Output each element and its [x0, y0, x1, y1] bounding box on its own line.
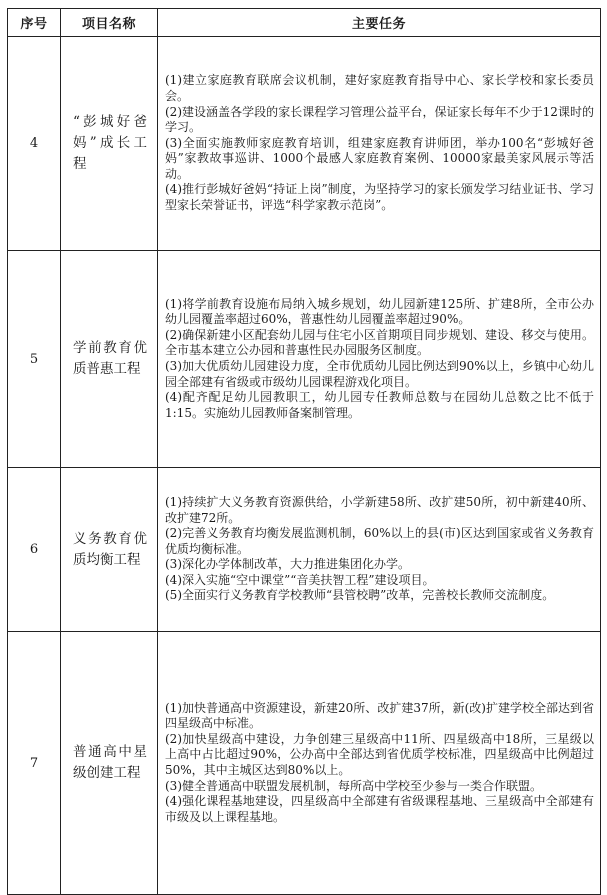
table-row [8, 632, 601, 895]
task-item: (5)全面实行义务教育学校教师“县管校聘”改革，完善校长教师交流制度。 [165, 588, 555, 603]
task-item: (1)建立家庭教育联席会议机制，建好家庭教育指导中心、家长学校和家长委员会。 [165, 73, 594, 103]
table-row [8, 251, 601, 468]
row-number: 7 [8, 632, 61, 895]
table-row [8, 37, 601, 251]
task-item: (4)配齐配足幼儿园教职工，幼儿园专任教师总数与在园幼儿总数之比不低于1:15。实施幼儿园教师备案制管理。 [165, 390, 594, 420]
row-number: 4 [8, 37, 61, 251]
task-item: (3)加大优质幼儿园建设力度，全市优质幼儿园比例达到90%以上，乡镇中心幼儿园全部建有省级或市级幼儿园课程游戏化项目。 [165, 359, 594, 389]
project-name: “彭城好爸妈”成长工程 [61, 37, 158, 251]
task-item: (1)将学前教育设施布局纳入城乡规划，幼儿园新建125所、扩建8所，全市公办幼儿园覆盖率超过60%，普惠性幼儿园覆盖率超过90%。 [165, 296, 594, 327]
task-item: (4)强化课程基地建设，四星级高中全部建有省级课程基地、三星级高中全部建有市级及以上课程基地。 [165, 794, 594, 824]
header-no: 序号 [8, 9, 61, 37]
task-item: (1)加快普通高中资源建设，新建20所、改扩建37所，新(改)扩建学校全部达到省四星级高中标准。 [165, 700, 594, 731]
table-row [8, 468, 601, 632]
task-list [158, 37, 601, 251]
row-number: 5 [8, 251, 61, 468]
row-number: 6 [8, 468, 61, 632]
task-item: (2)确保新建小区配套幼儿园与住宅小区首期项目同步规划、建设、移交与使用。全市基本建立公办园和普惠性民办园服务区制度。 [165, 327, 594, 358]
project-name: 义务教育优质均衡工程 [61, 468, 158, 632]
task-item: (2)建设涵盖各学段的家长课程学习管理公益平台，保证家长每年不少于12课时的学习。 [165, 104, 594, 135]
table-header-row [8, 9, 601, 37]
task-item: (3)健全普通高中联盟发展机制，每所高中学校至少参与一类合作联盟。 [165, 778, 543, 793]
task-item: (2)加快星级高中建设，力争创建三星级高中11所、四星级高中18所，三星级以上高中占比超过90%，公办高中全部达到省优质学校标准，四星级高中比例超过50%，其中主城区达到80%以上。 [165, 731, 594, 777]
document-page [7, 8, 600, 895]
task-list [158, 468, 601, 632]
project-name: 普通高中星级创建工程 [61, 632, 158, 895]
task-item: (4)深入实施“空中课堂”“音美扶智工程”建设项目。 [165, 572, 435, 587]
task-list [158, 251, 601, 468]
project-name: 学前教育优质普惠工程 [61, 251, 158, 468]
task-item: (4)推行彭城好爸妈“持证上岗”制度，为坚持学习的家长颁发学习结业证书、学习型家长荣誉证书，评选“科学家教示范岗”。 [165, 182, 594, 213]
tasks-table [7, 8, 601, 895]
task-item: (1)持续扩大义务教育资源供给，小学新建58所、改扩建50所，初中新建40所、改扩建72所。 [165, 494, 594, 525]
task-item: (2)完善义务教育均衡发展监测机制，60%以上的县(市)区达到国家或省义务教育优质均衡标准。 [165, 526, 594, 556]
header-project-name: 项目名称 [61, 9, 158, 37]
task-item: (3)深化办学体制改革，大力推进集团化办学。 [165, 557, 410, 572]
task-item: (3)全面实施教师家庭教育培训，组建家庭教育讲师团，举办100名“彭城好爸妈”家教故事巡讲、1000个最感人家庭教育案例、10000家最美家风展示等活动。 [165, 135, 594, 181]
header-main-tasks: 主要任务 [158, 9, 601, 37]
task-list [158, 632, 601, 895]
